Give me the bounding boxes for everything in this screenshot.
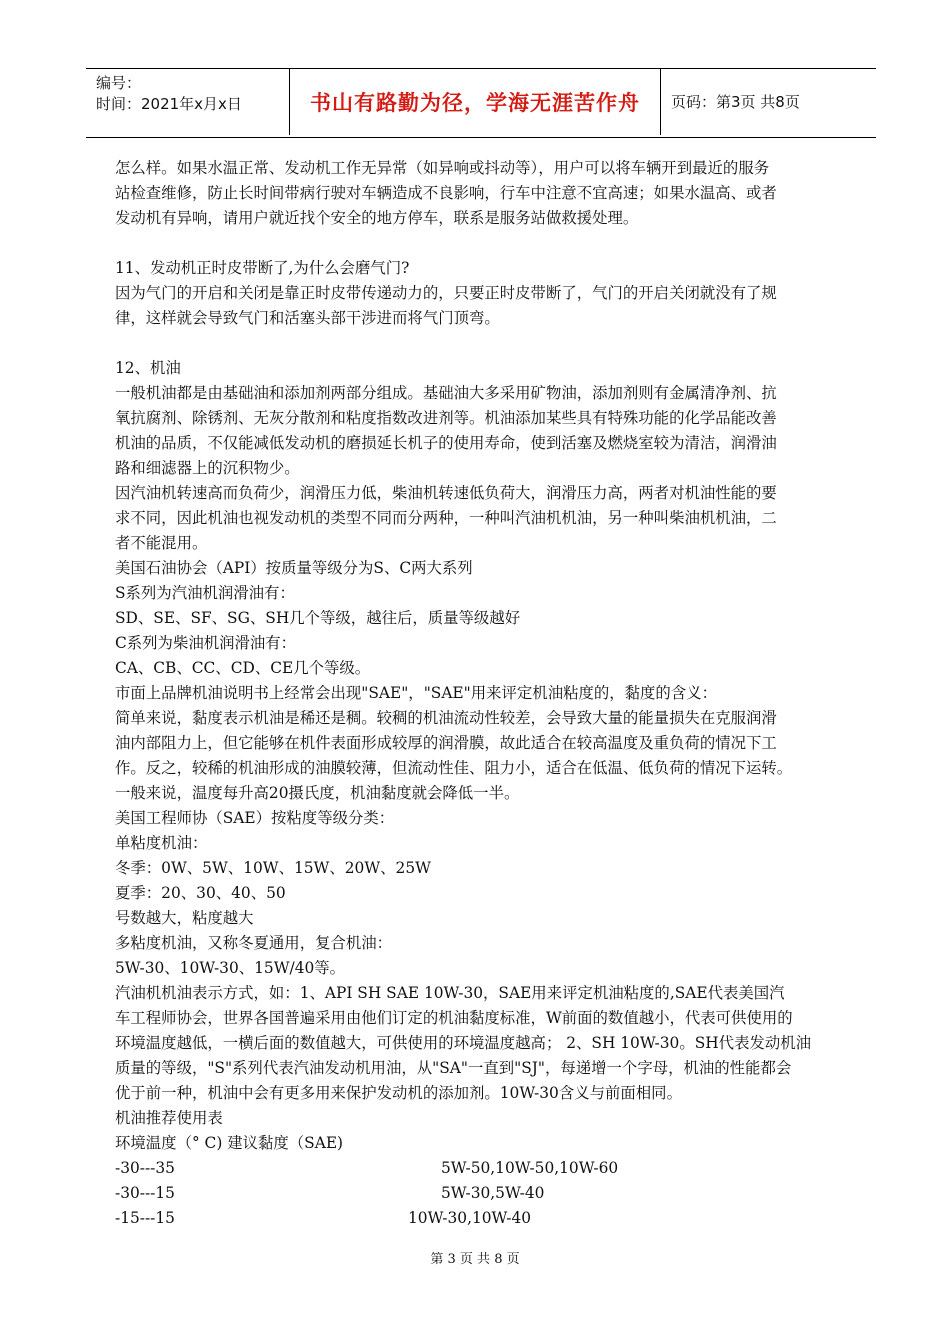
paragraph-line: 市面上品牌机油说明书上经常会出现"SAE"，"SAE"用来评定机油粘度的，黏度的含义： bbox=[115, 684, 717, 702]
paragraph-line: CA、CB、CC、CD、CE几个等级。 bbox=[115, 659, 371, 677]
paragraph-line: 车工程师协会，世界各国普遍采用由他们订定的机油黏度标准，W前面的数值越小，代表可供使用的 bbox=[115, 1009, 793, 1027]
motto-text: 书山有路勤为径，学海无涯苦作舟 bbox=[310, 91, 640, 115]
paragraph-line: 号数越大，粘度越大 bbox=[115, 909, 254, 927]
paragraph-line: 环境温度越低，一横后面的数值越大，可供使用的环境温度越高； 2、SH 10W-30。SH代表发动机油 bbox=[115, 1034, 812, 1052]
paragraph-line: 一般来说，温度每升高20摄氏度，机油黏度就会降低一半。 bbox=[115, 784, 520, 802]
motto-box bbox=[289, 69, 661, 135]
viscosity-value: 10W-30,10W-40 bbox=[408, 1209, 532, 1227]
question-heading: 11、发动机正时皮带断了,为什么会磨气门? bbox=[115, 259, 410, 277]
page-header bbox=[86, 68, 876, 138]
paragraph-line: 作。反之，较稀的机油形成的油膜较薄，但流动性佳、阻力小，适合在低温、低负荷的情况下运转。 bbox=[115, 759, 793, 777]
paragraph-line: 简单来说，黏度表示机油是稀还是稠。较稠的机油流动性较差，会导致大量的能量损失在克服润滑 bbox=[115, 709, 777, 727]
table-row bbox=[115, 1181, 845, 1206]
header-meta bbox=[96, 73, 286, 115]
table-title: 机油推荐使用表 bbox=[115, 1109, 223, 1127]
paragraph-line: S系列为汽油机润滑油有： bbox=[115, 584, 295, 602]
paragraph-line: 路和细滤器上的沉积物少。 bbox=[115, 459, 300, 477]
paragraph-line: 因汽油机转速高而负荷少，润滑压力低，柴油机转速低负荷大，润滑压力高，两者对机油性能的要 bbox=[115, 484, 777, 502]
paragraph-line: 者不能混用。 bbox=[115, 534, 208, 552]
viscosity-value: 5W-30,5W-40 bbox=[441, 1184, 545, 1202]
page-number-label: 页码：第3页 共8页 bbox=[671, 93, 800, 111]
paragraph-line: 多粘度机油，又称冬夏通用，复合机油： bbox=[115, 934, 393, 952]
page-footer: 第 3 页 共 8 页 bbox=[430, 1252, 520, 1267]
paragraph-line: 5W-30、10W-30、15W/40等。 bbox=[115, 959, 346, 977]
temp-range: -15---15 bbox=[115, 1209, 175, 1227]
paragraph-line: C系列为柴油机润滑油有： bbox=[115, 634, 297, 652]
paragraph-line: SD、SE、SF、SG、SH几个等级，越往后，质量等级越好 bbox=[115, 609, 521, 627]
paragraph-line: 汽油机机油表示方式，如：1、API SH SAE 10W-30，SAE用来评定机油粘度的,SAE代表美国汽 bbox=[115, 984, 785, 1002]
paragraph-line: 质量的等级，"S"系列代表汽油发动机用油，从"SA"一直到"SJ"，每递增一个字母，机油的性能都会 bbox=[115, 1059, 792, 1077]
paragraph-line: 氧抗腐剂、除锈剂、无灰分散剂和粘度指数改进剂等。机油添加某些具有特殊功能的化学品能改善 bbox=[115, 409, 777, 427]
paragraph-line: 油内部阻力上，但它能够在机件表面形成较厚的润滑膜，故此适合在较高温度及重负荷的情况下工 bbox=[115, 734, 777, 752]
temp-range: -30---35 bbox=[115, 1159, 175, 1177]
document-body bbox=[115, 156, 845, 1231]
temp-range: -30---15 bbox=[115, 1184, 175, 1202]
paragraph-line: 发动机有异响，请用户就近找个安全的地方停车，联系是服务站做救援处理。 bbox=[115, 209, 639, 227]
section-heading: 12、机油 bbox=[115, 359, 181, 377]
paragraph-line: 美国工程师协（SAE）按粘度等级分类： bbox=[115, 809, 395, 827]
paragraph-line: 冬季：0W、5W、10W、15W、20W、25W bbox=[115, 859, 431, 877]
paragraph-line: 站检查维修，防止长时间带病行驶对车辆造成不良影响，行车中注意不宜高速；如果水温高、或者 bbox=[115, 184, 777, 202]
time-label: 时间：2021年x月x日 bbox=[96, 95, 242, 113]
viscosity-value: 5W-50,10W-50,10W-60 bbox=[441, 1159, 619, 1177]
paragraph-line: 夏季：20、30、40、50 bbox=[115, 884, 286, 902]
paragraph-line: 求不同，因此机油也视发动机的类型不同而分两种，一种叫汽油机机油，另一种叫柴油机机油，二 bbox=[115, 509, 777, 527]
paragraph-line: 怎么样。如果水温正常、发动机工作无异常（如异响或抖动等），用户可以将车辆开到最近的服务 bbox=[115, 159, 770, 177]
paragraph-line: 一般机油都是由基础油和添加剂两部分组成。基础油大多采用矿物油，添加剂则有金属清净剂、抗 bbox=[115, 384, 777, 402]
paragraph-line: 美国石油协会（API）按质量等级分为S、C两大系列 bbox=[115, 559, 473, 577]
code-label: 编号： bbox=[96, 74, 142, 92]
paragraph-line: 律，这样就会导致气门和活塞头部干涉进而将气门顶弯。 bbox=[115, 309, 500, 327]
table-row bbox=[115, 1206, 845, 1231]
paragraph-line: 因为气门的开启和关闭是靠正时皮带传递动力的，只要正时皮带断了，气门的开启关闭就没有了规 bbox=[115, 284, 777, 302]
paragraph-line: 优于前一种，机油中会有更多用来保护发动机的添加剂。10W-30含义与前面相同。 bbox=[115, 1084, 682, 1102]
table-header: 环境温度（° C) 建议黏度（SAE) bbox=[115, 1134, 344, 1152]
table-row bbox=[115, 1156, 845, 1181]
paragraph-line: 机油的品质，不仅能减低发动机的磨损延长机子的使用寿命，使到活塞及燃烧室较为清洁，润滑油 bbox=[115, 434, 777, 452]
paragraph-line: 单粘度机油： bbox=[115, 834, 208, 852]
